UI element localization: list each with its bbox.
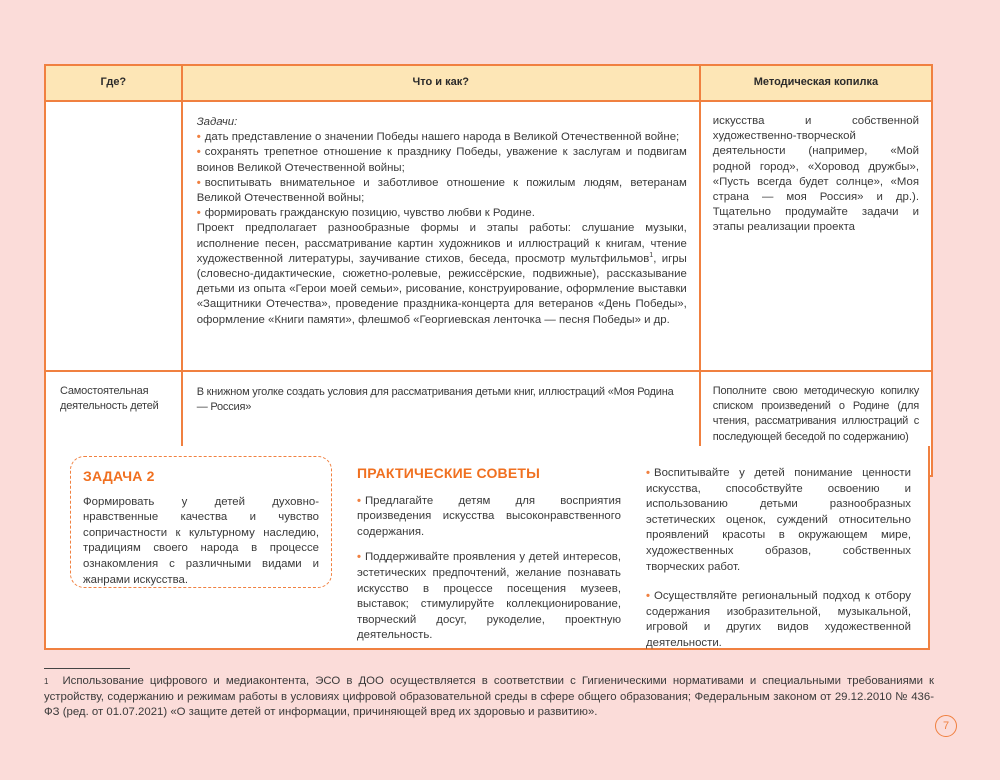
header-where: Где? [45,65,182,101]
footnote-ref[interactable]: 1 [649,252,654,260]
list-item: • сохранять трепетное отношение к празднику Победы, уважение к заслугам и подвигам воинов Великой Отечественной войны; [196,146,687,174]
bullet-icon: • [196,176,201,189]
list-item: • Осуществляйте региональный подход к отбору содержания изобразительной, музыкальной, игровой и других видов художественной деятельности. [646,590,911,649]
list-item: • воспитывать внимательное и заботливое отношение к пожилым людям, ветеранам Великой Отечественной войны; [196,176,687,205]
footnote-divider [44,668,130,669]
footnote [44,674,934,721]
footnote-text: Использование цифрового и медиаконтента, ЭСО в ДОО осуществляется в соответствии с Гигиеническими нормативами и специальными требованиями к устройству, содержанию и режимам работы в условиях цифровой образовательной среды в сфере общего образования; Федеральным законом от 29.12.2010 № 436-ФЗ (ред. от 01.07.2021) «О защите детей от информации, причиняющей вред их здоровью и развитию». [44,675,934,719]
bullet-icon: • [196,146,201,159]
list-item: • Воспитывайте у детей понимание ценности искусства, способствуйте освоению и использованию детьми разнообразных эстетических оценок, суждений относительно проявлений красоты в окружающем мире, художественных образов, собственных творческих работ. [646,467,911,573]
bullet-icon: • [357,494,361,507]
task-2-title: ЗАДАЧА 2 [83,468,155,484]
activities-table [44,64,933,477]
project-paragraph: Проект предполагает разнообразные формы и этапы работы: слушание музыки, исполнение песен, рассматривание картин художников и иллюстраций к книгам, чтение художественной литературы, заучивание стихов, беседа, просмотр мультфильмов$^1$, игры (словесно-дидактические, сюжетно-ролевые, режиссёрские, подвижные), рассказывание детьми из опыта «Герои моей семьи», рисование, конструирование, оформление выставки «Защитники Отечества», проведение праздника-концерта для ветеранов «День Победы», оформление «Книги памяти», флешмоб «Георгиевская ленточка — песня Победы» и др. [196,222,687,326]
cell-what-how [182,101,700,371]
bullet-icon: • [646,467,650,479]
header-what-how: Что и как? [182,65,700,101]
list-item: • дать представление о значении Победы нашего народа в Великой Отечественной войне; [196,131,680,144]
cell-methodical: Пополните свою методическую копилку списком произведений о Родине (для чтения, рассматривания иллюстраций с последующей беседой по содержанию) [700,371,932,476]
cell-methodical: искусства и собственной художественно-творческой деятельности (например, «Мой родной город», «Хоровод дружбы», «Пусть всегда будет солнце», «Моя страна — моя Россия» и др.). Тщательно продумайте задачи и этапы реализации проекта [700,101,932,371]
bullet-icon: • [646,590,650,603]
list-item: • Предлагайте детям для восприятия произведения искусства высоконравственного содержания. [357,494,621,538]
bullet-icon: • [357,551,361,564]
tasks-label: Задачи: [196,116,238,128]
practical-tips-column-2 [646,466,911,662]
page-number: 7 [935,715,957,737]
task-and-tips-panel [44,446,930,650]
task-2-box [70,456,332,588]
practical-tips-column-1 [357,466,621,654]
list-item: • формировать гражданскую позицию, чувство любви к Родине. [196,207,535,220]
table-row [45,101,932,371]
bullet-icon: • [196,131,201,144]
footnote-mark: 1 [44,677,49,686]
header-methodical: Методическая копилка [700,65,932,101]
bullet-icon: • [196,207,201,220]
table-header-row [45,65,932,101]
cell-where [45,101,182,371]
practical-tips-title: ПРАКТИЧЕСКИЕ СОВЕТЫ [357,465,541,481]
list-item: • Поддерживайте проявления у детей интересов, эстетических предпочтений, желание познавать искусство в процессе посещения музеев, выставок; стимулируйте коллекционирование, творческий досуг, рукоделие, проектную деятельность. [357,551,621,642]
cell-what-how: В книжном уголке создать условия для рассматривания детьми книг, иллюстраций «Моя Родина — Россия» [182,371,700,476]
task-2-text: Формировать у детей духовно-нравственные качества и чувство сопричастности к культурному наследию, традициям своего народа в процессе ознакомления с различными видами и жанрами искусства. [83,495,319,586]
cell-where: Самостоятельная деятельность детей [45,371,182,476]
